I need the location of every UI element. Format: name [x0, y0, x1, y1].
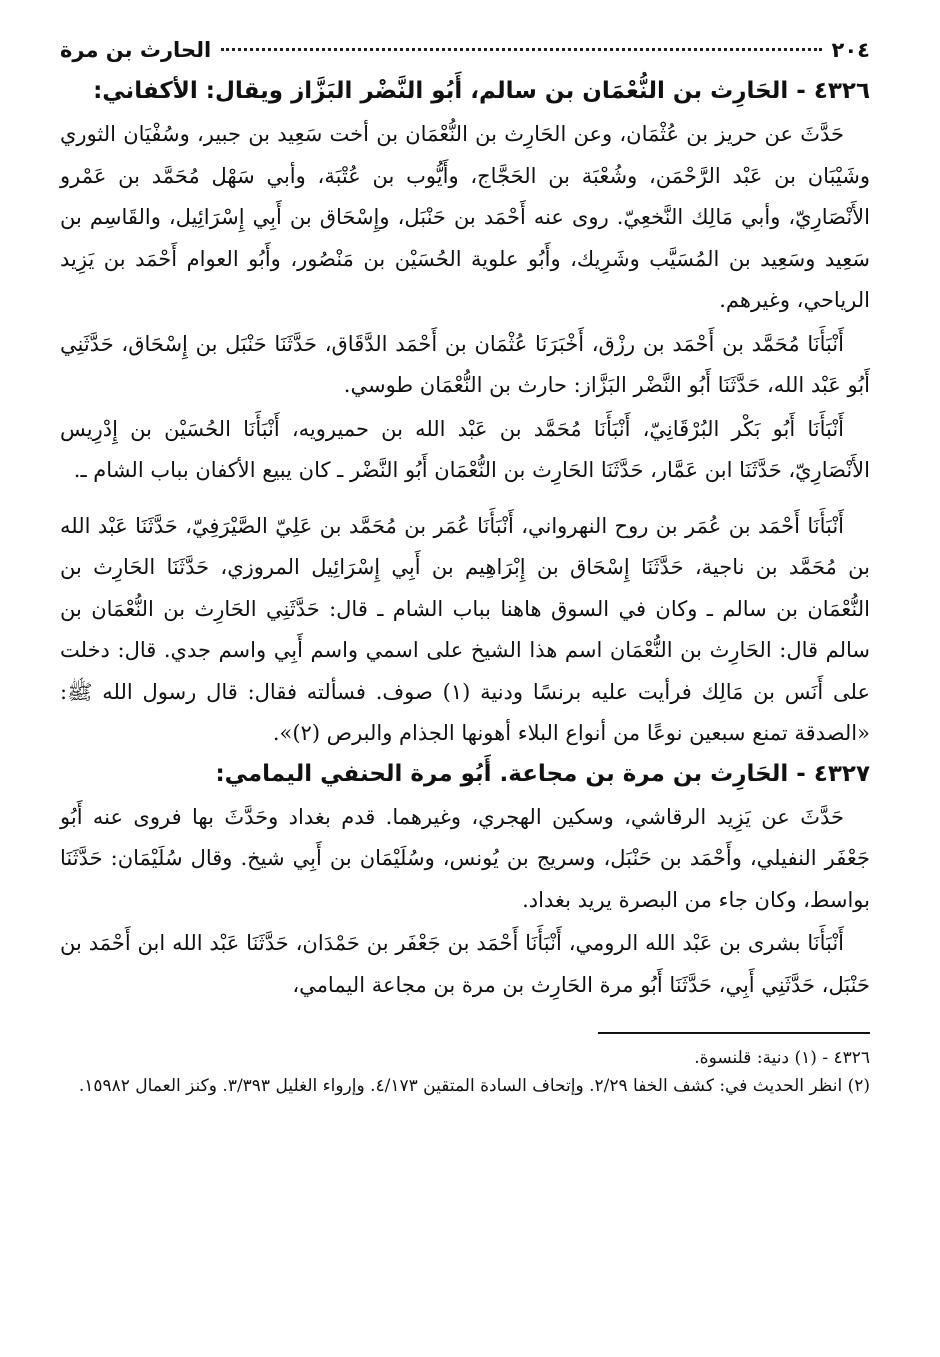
- dot-leader: [221, 48, 821, 51]
- entry-number: ٤٣٢٧ -: [796, 760, 870, 787]
- footnote: (٢) انظر الحديث في: كشف الخفا ٢/٢٩. وإتحاف السادة المتقين ٤/١٧٣. وإرواء الغليل ٣/٣٩٣. وكنز العمال ١٥٩٨٢.: [78, 1076, 870, 1096]
- entry-paragraph: حَدَّثَ عن يَزِيد الرقاشي، وسكين الهجري، وغيرهما. قدم بغداد وحَدَّثَ بها فروى عنه أَبُو جَعْفَر النفيلي، وأَحْمَد بن حَنْبَل، وسريج بن يُونس، وسُلَيْمَان بن أَبِي شيخ. وقال سُلَيْمَان: حَدَّثَنَا بواسط، وكان جاء من البصرة يريد بغداد.: [60, 804, 870, 912]
- entry-heading-4327: [60, 757, 870, 791]
- entry-paragraph: أَنْبَأَنَا مُحَمَّد بن أَحْمَد بن رزْق، أَخْبَرَنَا عُثْمَان بن أَحْمَد الدَّقَاق، حَدَّثَنَا حَنْبَل بن إِسْحَاق، حَدَّثَنِي أَبُو عَبْد الله، حَدَّثَنَا أَبُو النَّضْر البَزَّاز: حارث بن النُّعْمَان طوسي.: [60, 331, 870, 397]
- footnote-divider: [598, 1032, 870, 1034]
- entry-paragraph: أَنْبَأَنَا بشرى بن عَبْد الله الرومي، أَنْبَأَنَا أَحْمَد بن جَعْفَر بن حَمْدَان، حَدَّثَنَا عَبْد الله ابن أَحْمَد بن حَنْبَل، حَدَّثَنِي أَبِي، حَدَّثَنَا أَبُو مرة الحَارِث بن مرة بن مجاعة اليمامي،: [60, 931, 870, 997]
- running-header: [60, 38, 870, 72]
- entry-heading-4326: [60, 74, 870, 108]
- entry-number: ٤٣٢٦ -: [796, 78, 870, 104]
- entry-paragraph: أَنْبَأَنَا أَحْمَد بن عُمَر بن روح النهرواني، أَنْبَأَنَا عُمَر بن مُحَمَّد بن عَلِيّ الصَّيْرَفِيّ، حَدَّثَنَا عَبْد الله بن مُحَمَّد بن ناجية، حَدَّثَنَا إِسْحَاق بن إِبْرَاهِيم بن أَبِي إِسْرَائِيل المروزي، حَدَّثَنَا الحَارِث بن النُّعْمَان بن سالم ـ وكان في السوق هاهنا بباب الشام ـ قال: حَدَّثَنِي الحَارِث بن النُّعْمَان بن سالم قال: الحَارِث بن النُّعْمَان اسم هذا الشيخ على اسمي واسم أَبِي واسم جدي. قال: دخلت على أَنَس بن مَالِك فرأيت عليه برنسًا ودنية (١) صوف. فسألته فقال: قال رسول الله ﷺ: «الصدقة تمنع سبعين نوعًا من أنواع البلاء أهونها الجذام والبرص (٢)».: [60, 513, 871, 745]
- footnote: ٤٣٢٦ - (١) دنية: قلنسوة.: [694, 1048, 870, 1068]
- running-title: الحارث بن مرة: [60, 38, 212, 62]
- entry-title: الحَارِث بن مرة بن مجاعة. أَبُو مرة الحنفي اليمامي:: [215, 760, 789, 787]
- entry-title: الحَارِث بن النُّعْمَان بن سالم، أَبُو النَّضْر البَزَّاز ويقال: الأكفاني:: [93, 78, 789, 104]
- book-page: [60, 38, 870, 1100]
- page-number: ٢٠٤: [831, 38, 870, 62]
- entry-paragraph: حَدَّثَ عن حريز بن عُثْمَان، وعن الحَارِث بن النُّعْمَان بن أخت سَعِيد بن جبير، وسُفْيَان الثوري وشَيْبَان بن عَبْد الرَّحْمَن، وشُعْبَة بن الحَجَّاج، وأَيُّوب بن عُتْبَة، وأبي سَهْل مُحَمَّد بن عَمْرو الأَنْصَارِيّ، وأبي مَالِك النَّخعِيّ. روى عنه أَحْمَد بن حَنْبَل، وإِسْحَاق بن أَبِي إِسْرَائِيل، والقَاسِم بن سَعِيد وسَعِيد بن المُسَيَّب وشَرِيك، وأَبُو علوية الحُسَيْن بن مَنْصُور، وأَبُو العوام أَحْمَد بن يَزِيد الرياحي، وغيرهم.: [60, 122, 870, 312]
- entry-paragraph: أَنْبَأَنَا أَبُو بَكْر البُرْقَانِيّ، أَنْبَأَنَا مُحَمَّد بن عَبْد الله بن حميرويه، أَنْبَأَنَا الحُسَيْن بن إِدْرِيس الأَنْصَارِيّ، حَدَّثَنَا ابن عَمَّار، حَدَّثَنَا الحَارِث بن النُّعْمَان أَبُو النَّضْر ـ كان يبيع الأكفان بباب الشام ـ.: [60, 416, 870, 482]
